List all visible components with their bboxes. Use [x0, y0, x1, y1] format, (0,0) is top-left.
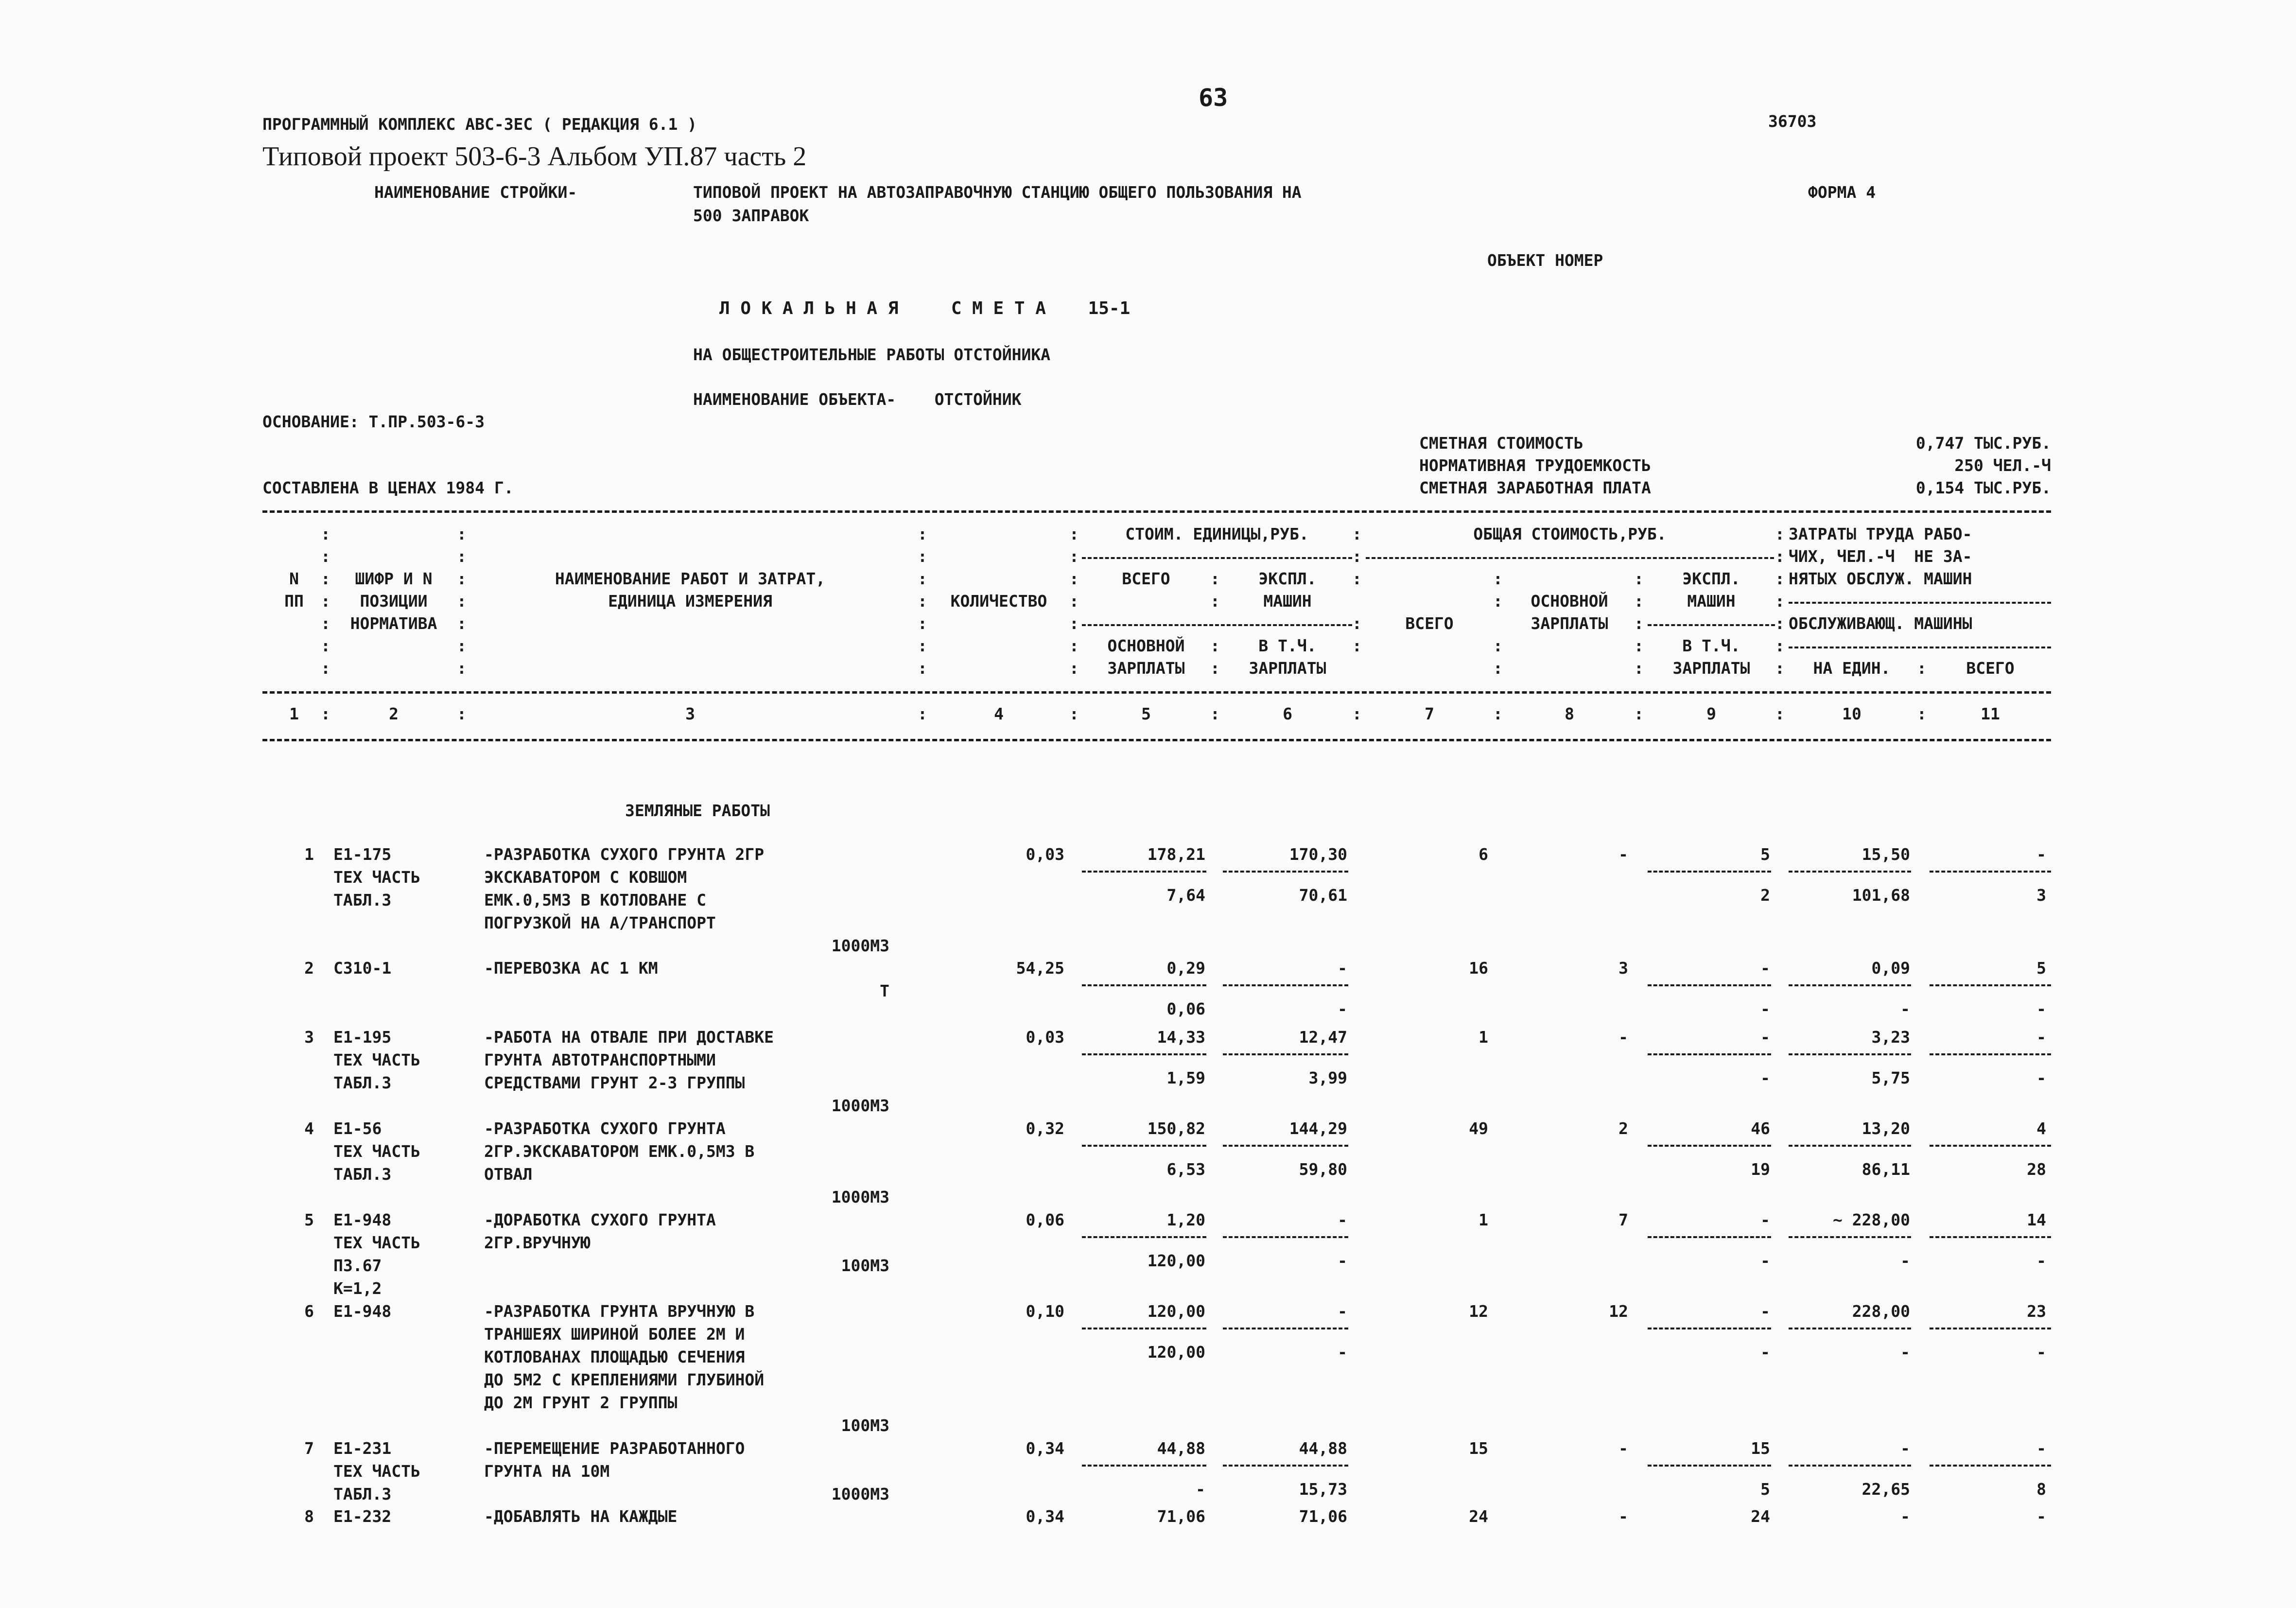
row-value-c11: 4 — [2036, 1119, 2046, 1138]
row-value-c7: 15 — [1469, 1439, 1488, 1458]
labor-bottom-rule — [1789, 647, 2051, 648]
construction-label: НАИМЕНОВАНИЕ СТРОЙКИ- — [374, 183, 577, 202]
row-value-c7: 6 — [1478, 845, 1488, 864]
row-value-separator — [1789, 1053, 1911, 1055]
row-value-c8: 7 — [1618, 1210, 1628, 1229]
row-value-c7: 49 — [1469, 1119, 1488, 1138]
row-number: 8 — [304, 1507, 314, 1526]
row-value-c11b: 28 — [2027, 1160, 2046, 1179]
col-sep-4: : : : : : : : — [1069, 524, 1079, 678]
row-value-separator — [1223, 1328, 1348, 1329]
row-value-c8: - — [1618, 845, 1628, 864]
row-value-separator — [1930, 1053, 2051, 1055]
colnum-sep: : — [1917, 704, 1927, 723]
header-total-expl: ЭКСПЛ. МАШИН — [1682, 569, 1740, 611]
row-value-c8: 3 — [1618, 959, 1628, 978]
row-value-c5: 178,21 — [1147, 845, 1205, 864]
row-value-c9: 15 — [1751, 1439, 1770, 1458]
col-sep-2: : : : : : : : — [457, 524, 467, 678]
colnum-6: 6 — [1283, 704, 1292, 723]
header-labor-sep: : — [1917, 659, 1927, 678]
col-sep-9: : : : : : : : — [1775, 524, 1785, 678]
row-value-c5b: - — [1196, 1480, 1205, 1499]
row-value-separator — [1082, 1053, 1206, 1055]
row-value-separator — [1648, 1053, 1771, 1055]
program-line: ПРОГРАММНЫЙ КОМПЛЕКС АВС-ЗЕС ( РЕДАКЦИЯ 6.1 ) — [262, 115, 697, 134]
row-value-c9b: - — [1760, 1343, 1770, 1362]
colnum-sep: : — [918, 704, 927, 723]
construction-name-line-1: ТИПОВОЙ ПРОЕКТ НА АВТОЗАПРАВОЧНУЮ СТАНЦИЮ ОБЩЕГО ПОЛЬЗОВАНИЯ НА — [693, 183, 1302, 202]
row-value-qty: 0,10 — [1026, 1302, 1064, 1321]
row-value-c9: - — [1760, 959, 1770, 978]
row-value-separator — [1082, 1465, 1206, 1467]
row-value-separator — [1930, 984, 2051, 986]
row-value-c8: - — [1618, 1028, 1628, 1047]
basis: ОСНОВАНИЕ: Т.ПР.503-6-3 — [262, 412, 485, 431]
row-value-c11b: 3 — [2036, 886, 2046, 905]
summary-label-labor: НОРМАТИВНАЯ ТРУДОЕМКОСТЬ — [1419, 456, 1651, 475]
unit-cost-rule — [1082, 557, 1352, 559]
colnum-11: 11 — [1981, 704, 2000, 723]
row-value-c6: 170,30 — [1289, 845, 1347, 864]
row-value-c10b: - — [1900, 1343, 1910, 1362]
header-bottom-rule — [262, 691, 2051, 694]
row-value-separator — [1789, 984, 1911, 986]
colnum-8: 8 — [1565, 704, 1574, 723]
row-value-c9b: 2 — [1760, 886, 1770, 905]
row-value-c10: - — [1900, 1439, 1910, 1458]
colnum-2: 2 — [389, 704, 399, 723]
row-unit: 100М3 — [841, 1416, 889, 1435]
row-name-line: ДО 5М2 С КРЕПЛЕНИЯМИ ГЛУБИНОЙ — [484, 1370, 765, 1389]
row-value-c11b: - — [2036, 1251, 2046, 1270]
row-value-c6b: - — [1338, 999, 1347, 1018]
object-number: ОБЪЕКТ НОМЕР — [1487, 251, 1603, 270]
row-value-qty: 0,03 — [1026, 1028, 1064, 1047]
row-value-qty: 54,25 — [1016, 959, 1064, 978]
row-value-c5b: 1,59 — [1166, 1068, 1205, 1087]
row-value-separator — [1789, 871, 1911, 873]
row-value-c10b: - — [1900, 999, 1910, 1018]
row-value-c5: 0,29 — [1166, 959, 1205, 978]
colnum-10: 10 — [1842, 704, 1861, 723]
row-name-line: -ДОРАБОТКА СУХОГО ГРУНТА — [484, 1210, 716, 1229]
numbers-bottom-rule — [262, 739, 2051, 741]
row-code-line: ТАБЛ.3 — [333, 1485, 392, 1503]
summary-value-labor: 250 ЧЕЛ.-Ч — [1954, 456, 2051, 475]
row-name-line: -РАБОТА НА ОТВАЛЕ ПРИ ДОСТАВКЕ — [484, 1028, 774, 1047]
header-total-all: ВСЕГО — [1405, 614, 1454, 633]
row-value-qty: 0,03 — [1026, 845, 1064, 864]
row-value-c7: 24 — [1469, 1507, 1488, 1526]
row-value-c6b: 15,73 — [1299, 1480, 1347, 1499]
row-value-separator — [1223, 1465, 1348, 1467]
row-value-c5b: 120,00 — [1147, 1343, 1205, 1362]
row-value-c5: 44,88 — [1157, 1439, 1205, 1458]
header-unit-expl: ЭКСПЛ. МАШИН — [1258, 569, 1317, 611]
col-sep-6: : : : : : — [1352, 524, 1362, 655]
row-value-c7: 12 — [1469, 1302, 1488, 1321]
row-value-qty: 0,32 — [1026, 1119, 1064, 1138]
summary-label-cost: СМЕТНАЯ СТОИМОСТЬ — [1419, 434, 1583, 453]
row-code-line: ТАБЛ.3 — [333, 891, 392, 909]
prices-year: СОСТАВЛЕНА В ЦЕНАХ 1984 Г. — [262, 478, 514, 497]
row-value-c6b: - — [1338, 1251, 1347, 1270]
row-number: 4 — [304, 1119, 314, 1138]
row-name-line: -РАЗРАБОТКА ГРУНТА ВРУЧНУЮ В — [484, 1302, 755, 1321]
row-name-line: КОТЛОВАНАХ ПЛОЩАДЬЮ СЕЧЕНИЯ — [484, 1347, 745, 1366]
row-value-c10: 15,50 — [1861, 845, 1910, 864]
row-value-c6: - — [1338, 1302, 1347, 1321]
row-value-c11: 5 — [2036, 959, 2046, 978]
header-unit-cost: СТОИМ. ЕДИНИЦЫ,РУБ. — [1125, 524, 1309, 543]
row-value-c9b: - — [1760, 1251, 1770, 1270]
form-label: ФОРМА 4 — [1808, 183, 1876, 202]
summary-value-cost: 0,747 ТЫС.РУБ. — [1915, 434, 2051, 453]
row-name-line: ТРАНШЕЯХ ШИРИНОЙ БОЛЕЕ 2М И — [484, 1325, 745, 1344]
row-value-c10: 13,20 — [1861, 1119, 1910, 1138]
header-total-incl: В Т.Ч. ЗАРПЛАТЫ — [1672, 636, 1750, 678]
row-value-c11: - — [2036, 1439, 2046, 1458]
row-value-separator — [1789, 1145, 1911, 1147]
row-value-c10b: 22,65 — [1861, 1480, 1910, 1499]
row-value-c6: - — [1338, 959, 1347, 978]
colnum-7: 7 — [1425, 704, 1434, 723]
col-sep-5: : : : : — [1210, 569, 1220, 678]
row-value-c11b: - — [2036, 999, 2046, 1018]
row-value-c6: 12,47 — [1299, 1028, 1347, 1047]
row-value-c11: 23 — [2027, 1302, 2046, 1321]
col-sep-3: : : : : : : : — [918, 524, 927, 678]
row-value-c6b: - — [1338, 1343, 1347, 1362]
row-unit: 1000М3 — [831, 1188, 889, 1206]
colnum-5: 5 — [1141, 704, 1151, 723]
row-name-line: 2ГР.ВРУЧНУЮ — [484, 1233, 591, 1252]
row-name-line: СРЕДСТВАМИ ГРУНТ 2-3 ГРУППЫ — [484, 1073, 745, 1092]
row-value-c8: 2 — [1618, 1119, 1628, 1138]
row-value-c11: - — [2036, 1507, 2046, 1526]
row-code-line: Е1-232 — [333, 1507, 392, 1526]
summary-value-wage: 0,154 ТЫС.РУБ. — [1915, 478, 2051, 497]
row-value-c5: 1,20 — [1166, 1210, 1205, 1229]
row-value-c10b: 86,11 — [1861, 1160, 1910, 1179]
row-value-c5b: 7,64 — [1166, 886, 1205, 905]
page-number: 63 — [1199, 84, 1228, 112]
colnum-sep: : — [1069, 704, 1079, 723]
header-col-1: N ПП — [284, 569, 304, 611]
row-value-c7: 1 — [1478, 1028, 1488, 1047]
row-code-line: П3.67 — [333, 1256, 382, 1275]
unit-cost-mid-rule — [1082, 624, 1352, 626]
row-value-c8: - — [1618, 1439, 1628, 1458]
row-value-separator — [1223, 984, 1348, 986]
row-name-line: -РАЗРАБОТКА СУХОГО ГРУНТА 2ГР — [484, 845, 765, 864]
row-name-line: -РАЗРАБОТКА СУХОГО ГРУНТА — [484, 1119, 726, 1138]
header-labor: ЗАТРАТЫ ТРУДА РАБО- ЧИХ, ЧЕЛ.-Ч НЕ ЗА- НЯТЫХ ОБСЛУЖ. МАШИН — [1789, 524, 1972, 588]
row-unit: Т — [880, 981, 889, 1000]
row-value-separator — [1223, 871, 1348, 873]
row-value-c5: 71,06 — [1157, 1507, 1205, 1526]
header-col-3: НАИМЕНОВАНИЕ РАБОТ И ЗАТРАТ, ЕДИНИЦА ИЗМЕРЕНИЯ — [555, 569, 826, 611]
row-value-c6b: 3,99 — [1308, 1068, 1347, 1087]
row-value-separator — [1930, 1328, 2051, 1329]
row-code-line: Е1-948 — [333, 1302, 392, 1321]
row-number: 6 — [304, 1302, 314, 1321]
row-value-c6: 44,88 — [1299, 1439, 1347, 1458]
construction-name-line-2: 500 ЗАПРАВОК — [693, 206, 809, 225]
header-total-cost: ОБЩАЯ СТОИМОСТЬ,РУБ. — [1473, 524, 1667, 543]
row-value-separator — [1648, 1465, 1771, 1467]
row-code-line: Е1-231 — [333, 1439, 392, 1458]
total-cost-rule — [1366, 557, 1774, 559]
col-sep-8: : : : : : — [1634, 569, 1644, 678]
row-code-line: Е1-948 — [333, 1210, 392, 1229]
row-value-separator — [1082, 1328, 1206, 1329]
row-value-c6b: 59,80 — [1299, 1160, 1347, 1179]
row-value-c5: 150,82 — [1147, 1119, 1205, 1138]
row-code-line: Е1-56 — [333, 1119, 382, 1138]
row-value-c11: 14 — [2027, 1210, 2046, 1229]
row-value-c5: 14,33 — [1157, 1028, 1205, 1047]
row-value-c6: - — [1338, 1210, 1347, 1229]
colnum-sep: : — [1210, 704, 1220, 723]
row-value-qty: 0,06 — [1026, 1210, 1064, 1229]
row-value-c9b: - — [1760, 999, 1770, 1018]
row-value-c10b: - — [1900, 1251, 1910, 1270]
row-value-separator — [1223, 1145, 1348, 1147]
row-name-line: -ПЕРЕВОЗКА АС 1 КМ — [484, 959, 658, 978]
row-value-c10: 0,09 — [1871, 959, 1910, 978]
row-code-line: ТЕХ ЧАСТЬ — [333, 1050, 420, 1069]
row-name-line: ЭКСКАВАТОРОМ С КОВШОМ — [484, 868, 687, 887]
row-value-separator — [1223, 1053, 1348, 1055]
row-code-line: ТАБЛ.3 — [333, 1165, 392, 1184]
row-value-c7: 1 — [1478, 1210, 1488, 1229]
total-expl-mid-rule — [1648, 624, 1775, 626]
row-value-c6: 144,29 — [1289, 1119, 1347, 1138]
row-code-line: ТЕХ ЧАСТЬ — [333, 1142, 420, 1161]
row-value-c6: 71,06 — [1299, 1507, 1347, 1526]
row-value-c9b: 5 — [1760, 1480, 1770, 1499]
row-value-separator — [1082, 1145, 1206, 1147]
row-value-separator — [1223, 1236, 1348, 1238]
row-value-c11b: 8 — [2036, 1480, 2046, 1499]
row-value-separator — [1648, 1328, 1771, 1329]
colnum-4: 4 — [994, 704, 1004, 723]
row-value-separator — [1082, 984, 1206, 986]
row-value-c11: - — [2036, 845, 2046, 864]
row-unit: 1000М3 — [831, 936, 889, 955]
colnum-sep: : — [321, 704, 330, 723]
row-value-separator — [1930, 871, 2051, 873]
colnum-sep: : — [1493, 704, 1503, 723]
header-unit-total: ВСЕГО — [1122, 569, 1170, 588]
row-unit: 1000М3 — [831, 1096, 889, 1115]
row-value-c10: ~ 228,00 — [1833, 1210, 1910, 1229]
estimate-title: Л О К А Л Ь Н А Я С М Е Т А 15-1 — [719, 298, 1131, 318]
row-value-separator — [1930, 1465, 2051, 1467]
row-value-c9b: 19 — [1751, 1160, 1770, 1179]
row-value-c11b: - — [2036, 1343, 2046, 1362]
row-value-c9: - — [1760, 1028, 1770, 1047]
row-unit: 100М3 — [841, 1256, 889, 1275]
row-value-separator — [1648, 1236, 1771, 1238]
header-unit-wage: ОСНОВНОЙ ЗАРПЛАТЫ — [1107, 636, 1185, 678]
row-value-separator — [1082, 1236, 1206, 1238]
row-value-c9: - — [1760, 1302, 1770, 1321]
row-number: 7 — [304, 1439, 314, 1458]
row-value-separator — [1930, 1145, 2051, 1147]
row-value-c11b: - — [2036, 1068, 2046, 1087]
row-value-c5b: 6,53 — [1166, 1160, 1205, 1179]
row-code-line: Е1-195 — [333, 1028, 392, 1047]
row-value-c9: 24 — [1751, 1507, 1770, 1526]
row-value-separator — [1648, 1145, 1771, 1147]
row-name-line: ОТВАЛ — [484, 1165, 533, 1184]
colnum-sep: : — [1352, 704, 1362, 723]
row-value-qty: 0,34 — [1026, 1507, 1064, 1526]
row-value-c9: 5 — [1760, 845, 1770, 864]
row-value-c9: 46 — [1751, 1119, 1770, 1138]
table-top-rule — [262, 510, 2051, 513]
row-value-separator — [1648, 984, 1771, 986]
colnum-sep: : — [457, 704, 467, 723]
colnum-sep: : — [1634, 704, 1644, 723]
row-number: 2 — [304, 959, 314, 978]
row-value-separator — [1648, 871, 1771, 873]
row-name-line: ГРУНТА АВТОТРАНСПОРТНЫМИ — [484, 1050, 716, 1069]
row-value-c10: 228,00 — [1852, 1302, 1910, 1321]
row-code-line: С310-1 — [333, 959, 392, 978]
header-col-4: КОЛИЧЕСТВО — [950, 592, 1047, 611]
row-name-line: ГРУНТА НА 10М — [484, 1462, 610, 1481]
row-name-line: ПОГРУЗКОЙ НА А/ТРАНСПОРТ — [484, 913, 716, 932]
row-value-c5b: 0,06 — [1166, 999, 1205, 1018]
row-value-c7: 16 — [1469, 959, 1488, 978]
row-code-line: К=1,2 — [333, 1279, 382, 1298]
header-per-unit: НА ЕДИН. — [1813, 659, 1891, 678]
estimate-subtitle: НА ОБЩЕСТРОИТЕЛЬНЫЕ РАБОТЫ ОТСТОЙНИКА — [693, 345, 1051, 364]
row-value-c9b: - — [1760, 1068, 1770, 1087]
colnum-9: 9 — [1706, 704, 1716, 723]
row-name-line: -ПЕРЕМЕЩЕНИЕ РАЗРАБОТАННОГО — [484, 1439, 745, 1458]
row-name-line: 2ГР.ЭКСКАВАТОРОМ ЕМК.0,5М3 В — [484, 1142, 755, 1161]
row-value-c8: 12 — [1609, 1302, 1628, 1321]
colnum-1: 1 — [289, 704, 299, 723]
row-value-c6b: 70,61 — [1299, 886, 1347, 905]
row-code-line: ТЕХ ЧАСТЬ — [333, 1233, 420, 1252]
row-value-qty: 0,34 — [1026, 1439, 1064, 1458]
row-value-c8: - — [1618, 1507, 1628, 1526]
object-name: НАИМЕНОВАНИЕ ОБЪЕКТА- ОТСТОЙНИК — [693, 390, 1022, 409]
row-value-separator — [1082, 871, 1206, 873]
header-unit-incl: В Т.Ч. ЗАРПЛАТЫ — [1249, 636, 1326, 678]
row-value-separator — [1789, 1465, 1911, 1467]
row-value-c10b: 101,68 — [1852, 886, 1910, 905]
header-col-2: ШИФР И N ПОЗИЦИИ НОРМАТИВА — [350, 569, 437, 633]
row-value-c5b: 120,00 — [1147, 1251, 1205, 1270]
row-value-c10: - — [1900, 1507, 1910, 1526]
section-title: ЗЕМЛЯНЫЕ РАБОТЫ — [625, 801, 770, 820]
row-code-line: ТЕХ ЧАСТЬ — [333, 1462, 420, 1481]
labor-mid-rule — [1789, 602, 2051, 604]
row-value-c10b: 5,75 — [1871, 1068, 1910, 1087]
row-number: 5 — [304, 1210, 314, 1229]
colnum-3: 3 — [685, 704, 695, 723]
row-name-line: ЕМК.0,5М3 В КОТЛОВАНЕ С — [484, 891, 706, 909]
row-name-line: -ДОБАВЛЯТЬ НА КАЖДЫЕ — [484, 1507, 678, 1526]
row-code-line: Е1-175 — [333, 845, 392, 864]
col-sep-7: : : : : — [1493, 569, 1503, 678]
row-value-c10: 3,23 — [1871, 1028, 1910, 1047]
row-number: 3 — [304, 1028, 314, 1047]
row-value-c5: 120,00 — [1147, 1302, 1205, 1321]
header-total-wage: ОСНОВНОЙ ЗАРПЛАТЫ — [1531, 592, 1608, 633]
row-name-line: ДО 2М ГРУНТ 2 ГРУППЫ — [484, 1393, 678, 1412]
row-value-separator — [1930, 1236, 2051, 1238]
typical-project: Типовой проект 503-6-3 Альбом УП.87 часть 2 — [262, 141, 807, 172]
header-labor-machines: ОБСЛУЖИВАЮЩ. МАШИНЫ — [1789, 614, 1972, 633]
summary-label-wage: СМЕТНАЯ ЗАРАБОТНАЯ ПЛАТА — [1419, 478, 1651, 497]
row-code-line: ТАБЛ.3 — [333, 1073, 392, 1092]
row-value-c11: - — [2036, 1028, 2046, 1047]
row-code-line: ТЕХ ЧАСТЬ — [333, 868, 420, 887]
row-number: 1 — [304, 845, 314, 864]
row-value-separator — [1789, 1328, 1911, 1329]
row-value-c9: - — [1760, 1210, 1770, 1229]
document-code: 36703 — [1768, 112, 1817, 131]
col-sep-1: : : : : : : : — [321, 524, 330, 678]
row-value-separator — [1789, 1236, 1911, 1238]
header-total: ВСЕГО — [1966, 659, 2015, 678]
row-unit: 1000М3 — [831, 1485, 889, 1503]
colnum-sep: : — [1775, 704, 1785, 723]
